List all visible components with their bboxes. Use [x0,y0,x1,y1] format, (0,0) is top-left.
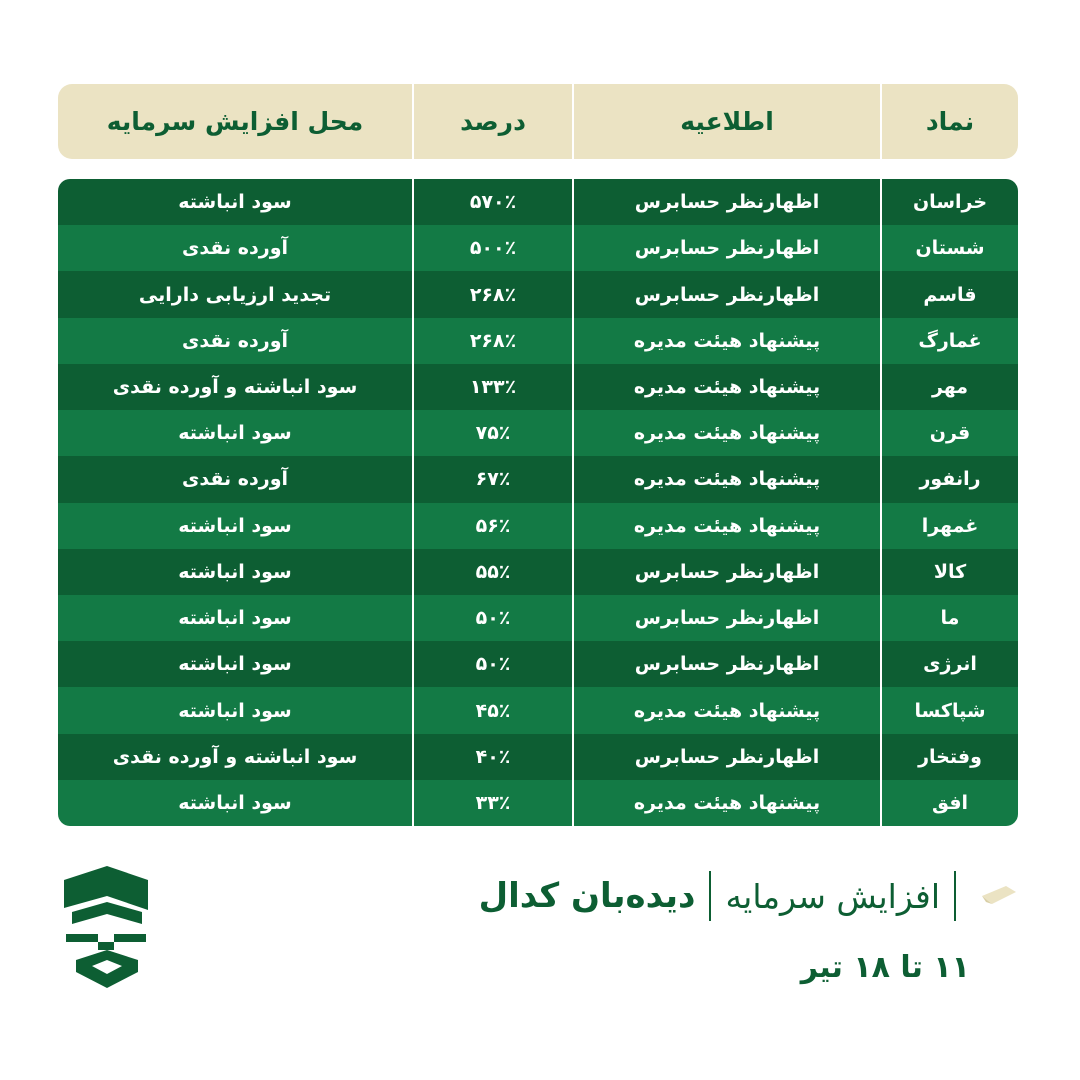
cell-announcement: اظهارنظر حسابرس [572,734,880,780]
pencil-icon [982,882,1018,908]
cell-announcement: پیشنهاد هیئت مدیره [572,687,880,733]
cell-source: سود انباشته [178,514,292,537]
cell-percent: ۲۶۸٪ [412,271,572,317]
cell-symbol: افق [880,780,1018,826]
cell-percent: ۵۶٪ [412,503,572,549]
subtitle: افزایش سرمایه [725,876,940,916]
cell-source: سود انباشته و آورده نقدی [112,375,358,398]
cell-symbol: انرژی [880,641,1018,687]
cell-percent: ۳۳٪ [412,780,572,826]
brand-name: دیده‌بان کدال [478,876,696,916]
title-divider [709,871,711,921]
cell-source: سود انباشته [178,607,292,630]
cell-percent: ۲۶۸٪ [412,318,572,364]
table-row [58,687,1018,733]
cell-percent: ۵۷۰٪ [412,179,572,225]
cell-symbol: غمارگ [880,318,1018,364]
cell-symbol: مهر [880,364,1018,410]
table-row [58,410,1018,456]
table-row [58,641,1018,687]
cell-source: آورده نقدی [181,237,289,260]
cell-announcement: اظهارنظر حسابرس [572,549,880,595]
table-header [58,84,1018,159]
cell-symbol: غمهرا [880,503,1018,549]
header-announcement: اطلاعیه [572,84,880,159]
cell-source: سود انباشته [178,791,292,814]
cell-announcement: اظهارنظر حسابرس [572,595,880,641]
cell-source: سود انباشته [178,560,292,583]
title-divider-end [954,871,956,921]
table-row [58,734,1018,780]
cell-source: سود انباشته [178,422,292,445]
table-row [58,456,1018,502]
cell-source: سود انباشته و آورده نقدی [112,745,358,768]
cell-announcement: پیشنهاد هیئت مدیره [572,364,880,410]
cell-symbol: قرن [880,410,1018,456]
header-source: محل افزایش سرمایه [106,107,364,136]
cell-symbol: وفتخار [880,734,1018,780]
table-row [58,503,1018,549]
cell-announcement: اظهارنظر حسابرس [572,225,880,271]
cell-percent: ۵۰۰٪ [412,225,572,271]
cell-announcement: پیشنهاد هیئت مدیره [572,318,880,364]
header-symbol: نماد [880,84,1018,159]
cell-symbol: رانفور [880,456,1018,502]
footer-title [479,866,970,926]
cell-symbol: شستان [880,225,1018,271]
cell-percent: ۵۵٪ [412,549,572,595]
cell-source: سود انباشته [178,653,292,676]
cell-source: آورده نقدی [181,468,289,491]
cell-symbol: کالا [880,549,1018,595]
cell-percent: ۶۷٪ [412,456,572,502]
cell-announcement: پیشنهاد هیئت مدیره [572,503,880,549]
table-row [58,780,1018,826]
cell-symbol: قاسم [880,271,1018,317]
cell-symbol: خراسان [880,179,1018,225]
header-percent: درصد [412,84,572,159]
cell-percent: ۴۵٪ [412,687,572,733]
date-range: ۱۱ تا ۱۸ تیر [800,950,970,985]
cell-source: تجدید ارزیابی دارایی [138,283,332,306]
table-row [58,179,1018,225]
table-row [58,364,1018,410]
cell-announcement: اظهارنظر حسابرس [572,641,880,687]
cell-announcement: پیشنهاد هیئت مدیره [572,780,880,826]
table-row [58,595,1018,641]
table-row [58,271,1018,317]
cell-percent: ۵۰٪ [412,595,572,641]
cell-percent: ۴۰٪ [412,734,572,780]
cell-symbol: شپاکسا [880,687,1018,733]
cell-source: سود انباشته [178,699,292,722]
kodal-logo-icon [62,862,152,992]
table-row [58,318,1018,364]
cell-percent: ۱۳۳٪ [412,364,572,410]
cell-source: سود انباشته [178,191,292,214]
cell-source: آورده نقدی [181,329,289,352]
cell-announcement: پیشنهاد هیئت مدیره [572,410,880,456]
cell-percent: ۷۵٪ [412,410,572,456]
table-row [58,549,1018,595]
cell-percent: ۵۰٪ [412,641,572,687]
table-row [58,225,1018,271]
cell-announcement: اظهارنظر حسابرس [572,179,880,225]
cell-symbol: ما [880,595,1018,641]
cell-announcement: اظهارنظر حسابرس [572,271,880,317]
cell-announcement: پیشنهاد هیئت مدیره [572,456,880,502]
data-table [58,179,1018,826]
